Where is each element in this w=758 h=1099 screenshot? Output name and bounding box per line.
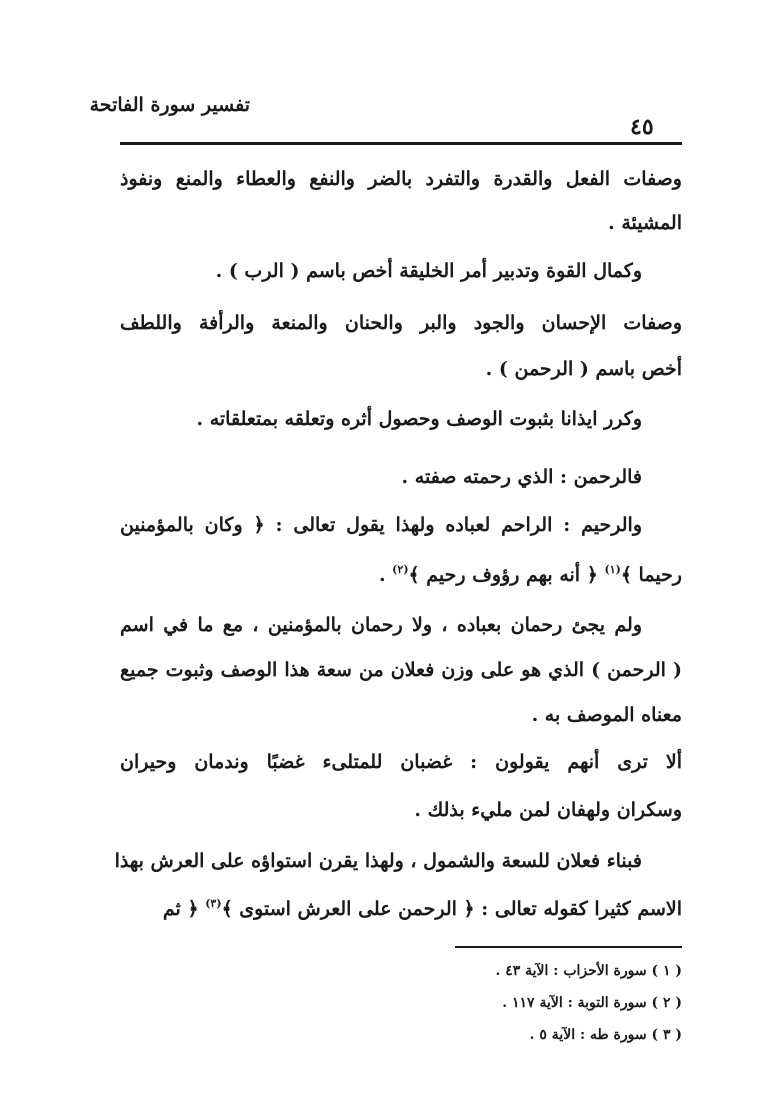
footnote-ref: (٢) xyxy=(392,563,409,576)
page-number: ٤٥ xyxy=(630,114,654,140)
footnote-ref: (٣) xyxy=(205,897,222,910)
text-line: المشيئة . xyxy=(608,212,682,234)
footnote-ref: (١) xyxy=(604,563,621,576)
text-line: معناه الموصف به . xyxy=(531,704,682,726)
text-line: والرحيم : الراحم لعباده ولهذا يقول تعالى : ﴿ وكان بالمؤمنين xyxy=(120,514,642,536)
footnote: ( ١ ) سورة الأحزاب : الآية ٤٣ . xyxy=(495,963,682,979)
text-line: ( الرحمن ) الذي هو على وزن فعلان من سعة هذا الوصف وثبوت جميع xyxy=(120,659,682,681)
quran-quote: ﴿ أنه بهم رؤوف رحيم ﴾ xyxy=(408,564,605,586)
footnote-divider xyxy=(455,946,682,948)
header-divider xyxy=(120,142,682,145)
text-line xyxy=(120,560,682,590)
footnote: ( ٣ ) سورة طه : الآية ٥ . xyxy=(529,1027,682,1043)
text-line: ولم يجئ رحمان بعباده ، ولا رحمان بالمؤمنين ، مع ما في اسم xyxy=(120,614,642,636)
text-line xyxy=(120,894,682,924)
text-line: وصفات الإحسان والجود والبر والحنان والمنعة والرأفة واللطف xyxy=(120,312,682,334)
quran-quote: ﴿ ثم xyxy=(162,898,206,920)
text-line: ألا ترى أنهم يقولون : غضبان للمتلىء غضبًا وندمان وحيران xyxy=(120,751,682,773)
text-line: وكرر ايذانا بثبوت الوصف وحصول أثره وتعلقه بمتعلقاته . xyxy=(196,408,642,430)
text-line: أخص باسم ( الرحمن ) . xyxy=(485,358,682,380)
text-line: وصفات الفعل والقدرة والتفرد بالضر والنفع والعطاء والمنع ونفوذ xyxy=(120,168,682,190)
quran-quote: رحيما ﴾ xyxy=(620,564,682,586)
text-line: فبناء فعلان للسعة والشمول ، ولهذا يقرن استواؤه على العرش بهذا xyxy=(114,850,642,872)
text-line: وكمال القوة وتدبير أمر الخليقة أخص باسم ( الرب ) . xyxy=(215,260,642,282)
footnote: ( ٢ ) سورة التوبة : الآية ١١٧ . xyxy=(502,995,682,1011)
quran-quote: الاسم كثيرا كقوله تعالى : ﴿ الرحمن على العرش استوى ﴾ xyxy=(221,898,682,920)
text-line: فالرحمن : الذي رحمته صفته . xyxy=(401,466,642,488)
text-line: وسكران ولهفان لمن مليء بذلك . xyxy=(414,799,682,821)
text-fragment: . xyxy=(378,564,393,586)
running-header-title: تفسير سورة الفاتحة xyxy=(89,94,250,116)
